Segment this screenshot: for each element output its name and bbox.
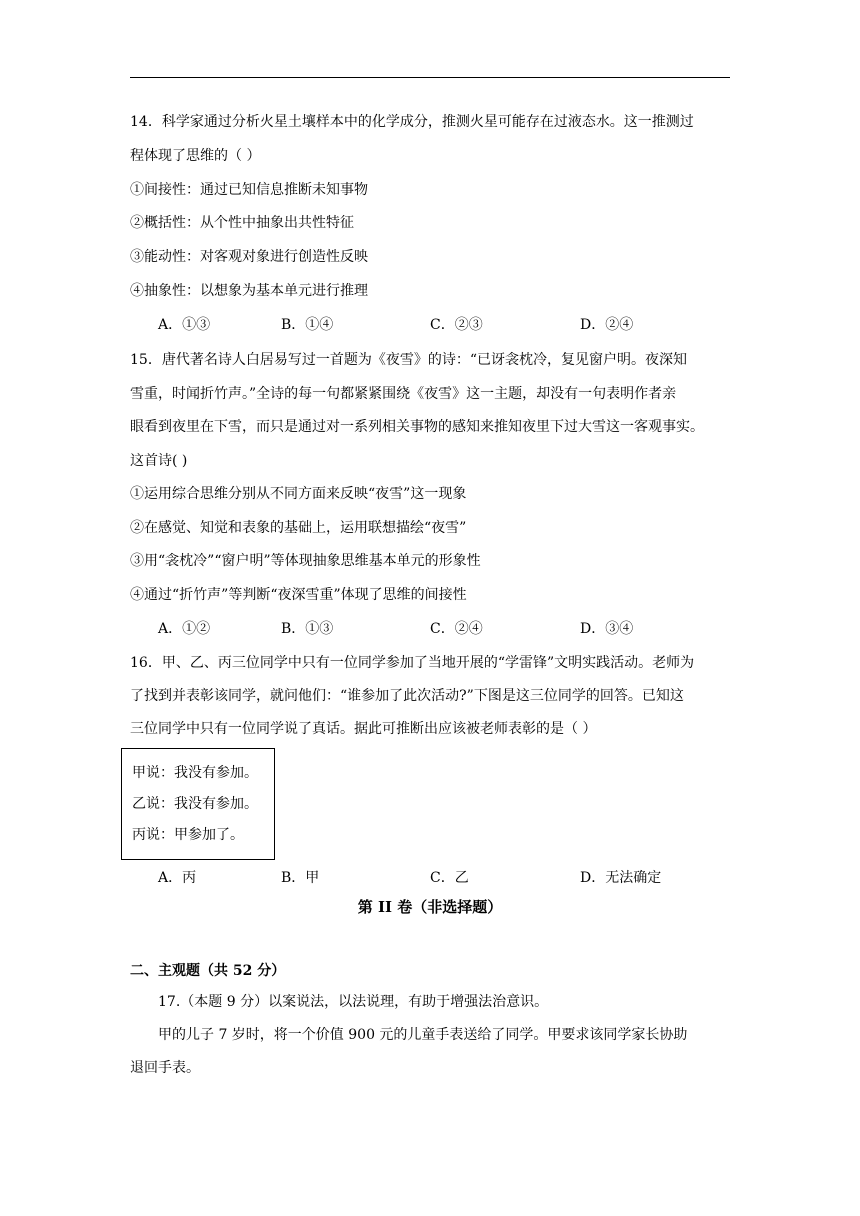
q14-option-b: B．①④: [281, 317, 334, 333]
q16-option-a: A．丙: [158, 870, 197, 886]
q15-stem-line2: 雪重，时闻折竹声。”全诗的每一句都紧紧围绕《夜雪》这一主题，却没有一句表明作者亲: [130, 386, 677, 402]
q14-item-1: ①间接性：通过已知信息推断未知事物: [130, 182, 368, 198]
q14-item-4: ④抽象性：以想象为基本单元进行推理: [130, 283, 368, 299]
q15-stem-line3: 眼看到夜里在下雪，而只是通过对一系列相关事物的感知来推知夜里下过大雪这一客观事实。: [130, 419, 704, 435]
q17-paragraph-line2: 退回手表。: [130, 1060, 200, 1076]
q15-stem-line1: 15．唐代著名诗人白居易写过一首题为《夜雪》的诗：“已讶衾枕冷，复见窗户明。夜深知: [130, 352, 687, 368]
q16-statement-yi: 乙说：我没有参加。: [132, 796, 258, 812]
q14-item-3: ③能动性：对客观对象进行创造性反映: [130, 249, 368, 265]
q14-option-d: D．②④: [580, 317, 634, 333]
q15-option-c: C．②④: [430, 621, 483, 637]
q16-option-b: B．甲: [281, 870, 320, 886]
q16-stem-line3: 三位同学中只有一位同学说了真话。据此可推断出应该被老师表彰的是（ ）: [130, 721, 597, 737]
q15-item-4: ④通过“折竹声”等判断“夜深雪重”体现了思维的间接性: [130, 587, 467, 603]
q15-item-2: ②在感觉、知觉和表象的基础上，运用联想描绘“夜雪”: [130, 520, 467, 536]
q14-stem-line2: 程体现了思维的（ ）: [130, 148, 261, 164]
q15-item-1: ①运用综合思维分别从不同方面来反映“夜雪”这一现象: [130, 486, 467, 502]
q17-paragraph-line1: 甲的儿子 7 岁时，将一个价值 900 元的儿童手表送给了同学。甲要求该同学家长协助: [158, 1027, 688, 1043]
q16-answer-box: [121, 748, 275, 860]
header-rule: [130, 77, 730, 78]
q14-option-a: A．①③: [158, 317, 211, 333]
q15-option-d: D．③④: [580, 621, 634, 637]
q15-option-a: A．①②: [158, 621, 211, 637]
section-subtitle: 二、主观题（共 52 分）: [130, 963, 286, 979]
q15-option-b: B．①③: [281, 621, 334, 637]
q16-stem-line1: 16．甲、乙、丙三位同学中只有一位同学参加了当地开展的“学雷锋”文明实践活动。老师为: [130, 655, 695, 671]
q16-option-d: D．无法确定: [580, 870, 662, 886]
section-title: 第 II 卷（非选择题）: [357, 898, 503, 916]
q15-item-3: ③用“衾枕冷”“窗户明”等体现抽象思维基本单元的形象性: [130, 553, 481, 569]
q14-item-2: ②概括性：从个性中抽象出共性特征: [130, 215, 354, 231]
q16-option-c: C．乙: [430, 870, 469, 886]
q14-stem-line1: 14．科学家通过分析火星土壤样本中的化学成分，推测火星可能存在过液态水。这一推测过: [130, 114, 694, 130]
q14-option-c: C．②③: [430, 317, 483, 333]
q16-statement-bing: 丙说：甲参加了。: [132, 827, 244, 843]
q16-stem-line2: 了找到并表彰该同学，就问他们：“谁参加了此次活动?”下图是这三位同学的回答。已知这: [130, 688, 684, 704]
q16-statement-jia: 甲说：我没有参加。: [132, 765, 258, 781]
q17-intro: 17.（本题 9 分）以案说法，以法说理，有助于增强法治意识。: [158, 994, 549, 1010]
q15-stem-line4: 这首诗( ): [130, 453, 188, 469]
